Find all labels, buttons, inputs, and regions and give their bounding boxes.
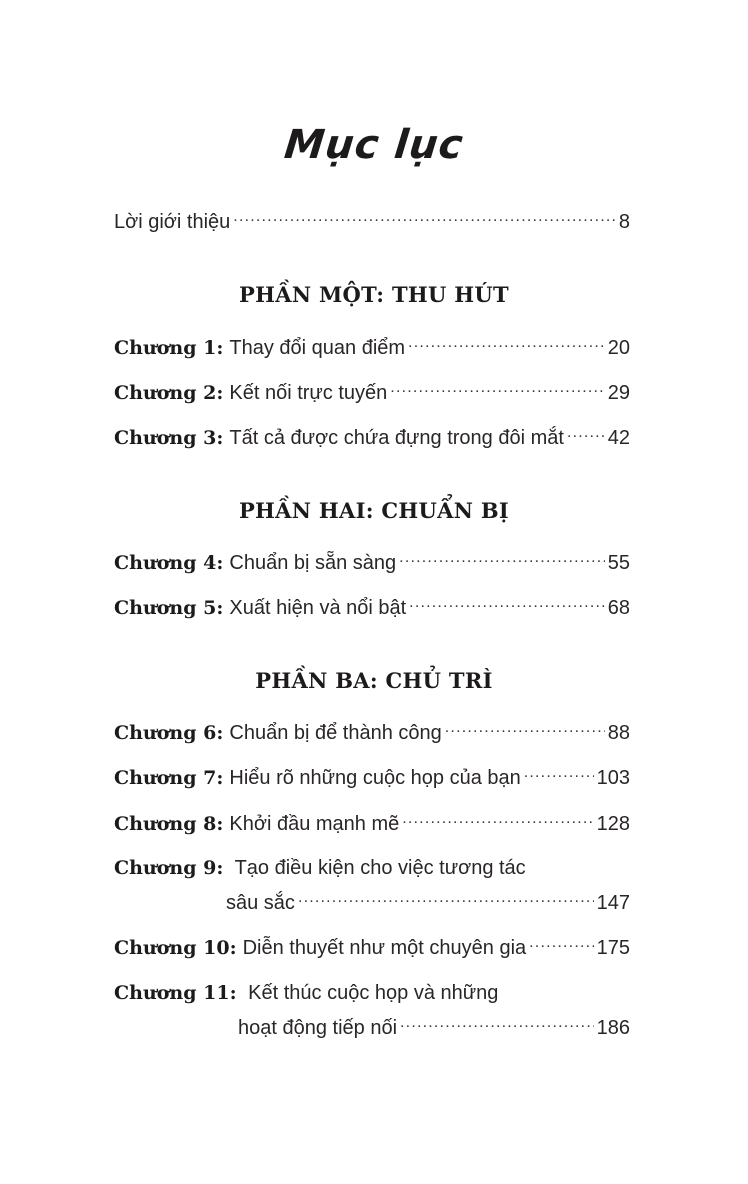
entry-title: Thay đổi quan điểm xyxy=(229,337,406,359)
dot-leader xyxy=(399,549,605,569)
entry-title: Hiểu rõ những cuộc họp của bạn xyxy=(229,767,521,789)
toc-entry-chapter-3 xyxy=(114,424,630,451)
toc-entry-chapter-7 xyxy=(114,764,630,791)
chapter-label: Chương 5: xyxy=(114,597,224,619)
dot-leader xyxy=(567,424,605,444)
chapter-label: Chương 4: xyxy=(114,552,224,574)
toc-entry-chapter-2 xyxy=(114,379,630,406)
page-number: 8 xyxy=(618,211,630,233)
part-heading-2: PHẦN HAI: CHUẨN BỊ xyxy=(238,498,510,523)
dot-leader xyxy=(402,810,593,830)
page-number: 29 xyxy=(607,382,630,404)
page-number: 20 xyxy=(607,337,630,359)
dot-leader xyxy=(445,719,605,739)
entry-title: Tất cả được chứa đựng trong đôi mắt xyxy=(229,427,564,449)
entry-title-continued: hoạt động tiếp nối xyxy=(238,1017,398,1039)
page-number: 103 xyxy=(596,767,630,789)
toc-entry-chapter-8 xyxy=(114,810,630,837)
dot-leader xyxy=(298,889,594,909)
entry-title: Tạo điều kiện cho việc tương tác xyxy=(234,857,526,879)
page-number: 186 xyxy=(596,1017,630,1039)
page-number: 128 xyxy=(596,813,630,835)
entry-title: Kết nối trực tuyến xyxy=(229,382,388,404)
entry-title: Diễn thuyết như một chuyên gia xyxy=(242,937,527,959)
toc-entry-chapter-6 xyxy=(114,719,630,746)
page-number: 175 xyxy=(596,937,630,959)
page-number: 147 xyxy=(596,892,630,914)
entry-title: Kết thúc cuộc họp và những xyxy=(248,982,499,1004)
toc-entry-chapter-10 xyxy=(114,934,630,961)
entry-title-continued: sâu sắc xyxy=(226,892,295,914)
chapter-label: Chương 1: xyxy=(114,337,224,359)
chapter-label: Chương 7: xyxy=(114,767,224,789)
dot-leader xyxy=(524,764,594,784)
chapter-label: Chương 8: xyxy=(114,813,224,835)
entry-title: Khởi đầu mạnh mẽ xyxy=(229,813,400,835)
toc-entry-chapter-9-line2 xyxy=(226,889,630,916)
page-number: 42 xyxy=(607,427,630,449)
dot-leader xyxy=(408,334,605,354)
chapter-label: Chương 6: xyxy=(114,722,224,744)
toc-entry-chapter-1 xyxy=(114,334,630,361)
page-title: Mục lục xyxy=(282,122,466,168)
chapter-label: Chương 3: xyxy=(114,427,224,449)
chapter-label: Chương 11: xyxy=(114,982,237,1004)
dot-leader xyxy=(233,208,616,228)
toc-entry-chapter-11-line1 xyxy=(114,980,630,1006)
toc-entry-chapter-9-line1 xyxy=(114,855,630,881)
page-number: 88 xyxy=(607,722,630,744)
entry-title: Xuất hiện và nổi bật xyxy=(229,597,407,619)
toc-entry-intro xyxy=(114,208,630,235)
entry-title: Chuẩn bị để thành công xyxy=(229,722,442,744)
part-heading-3: PHẦN BA: CHỦ TRÌ xyxy=(255,668,493,693)
entry-title: Chuẩn bị sẵn sàng xyxy=(229,552,397,574)
toc-entry-chapter-4 xyxy=(114,549,630,576)
chapter-label: Chương 10: xyxy=(114,937,237,959)
dot-leader xyxy=(400,1014,594,1034)
page-number: 55 xyxy=(607,552,630,574)
dot-leader xyxy=(409,594,605,614)
part-heading-1: PHẦN MỘT: THU HÚT xyxy=(239,282,509,307)
entry-title: Lời giới thiệu xyxy=(114,211,231,233)
chapter-label: Chương 2: xyxy=(114,382,224,404)
dot-leader xyxy=(390,379,604,399)
dot-leader xyxy=(529,934,593,954)
page-number: 68 xyxy=(607,597,630,619)
toc-entry-chapter-11-line2 xyxy=(238,1014,630,1041)
chapter-label: Chương 9: xyxy=(114,857,224,879)
toc-entry-chapter-5 xyxy=(114,594,630,621)
